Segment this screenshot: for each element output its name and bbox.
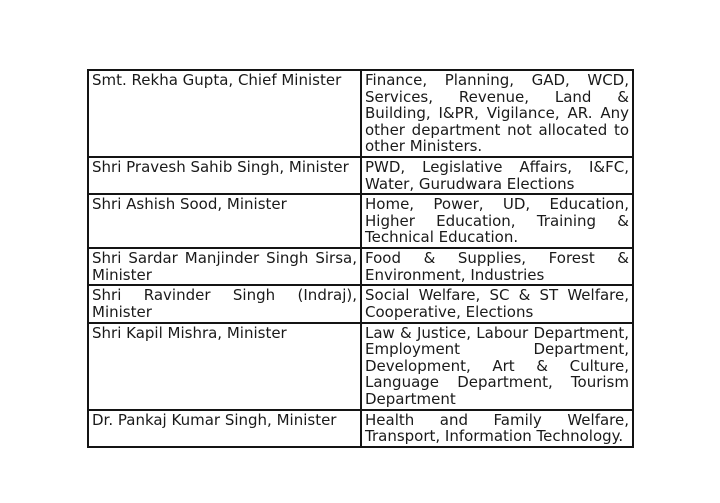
minister-cell: Dr. Pankaj Kumar Singh, Minister [88, 410, 361, 447]
table-row [88, 285, 633, 322]
departments-cell: Finance, Planning, GAD, WCD, Services, Revenue, Land & Building, I&PR, Vigilance, AR. Any other department not allocated to other Ministers. [361, 70, 633, 157]
minister-cell: Smt. Rekha Gupta, Chief Minister [88, 70, 361, 157]
departments-cell: Home, Power, UD, Education, Higher Education, Training & Technical Education. [361, 194, 633, 248]
departments-cell: Food & Supplies, Forest & Environment, Industries [361, 248, 633, 285]
table-row [88, 323, 633, 410]
table-row [88, 70, 633, 157]
ministers-portfolio-table [87, 69, 634, 448]
minister-cell: Shri Kapil Mishra, Minister [88, 323, 361, 410]
departments-cell: Social Welfare, SC & ST Welfare, Cooperative, Elections [361, 285, 633, 322]
minister-cell: Shri Sardar Manjinder Singh Sirsa, Minister [88, 248, 361, 285]
table-row [88, 157, 633, 194]
minister-cell: Shri Ravinder Singh (Indraj), Minister [88, 285, 361, 322]
table-row [88, 248, 633, 285]
table-row [88, 410, 633, 447]
minister-cell: Shri Pravesh Sahib Singh, Minister [88, 157, 361, 194]
departments-cell: PWD, Legislative Affairs, I&FC, Water, Gurudwara Elections [361, 157, 633, 194]
table-row [88, 194, 633, 248]
minister-cell: Shri Ashish Sood, Minister [88, 194, 361, 248]
departments-cell: Health and Family Welfare, Transport, Information Technology. [361, 410, 633, 447]
departments-cell: Law & Justice, Labour Department, Employment Department, Development, Art & Culture, Language Department, Tourism Department [361, 323, 633, 410]
